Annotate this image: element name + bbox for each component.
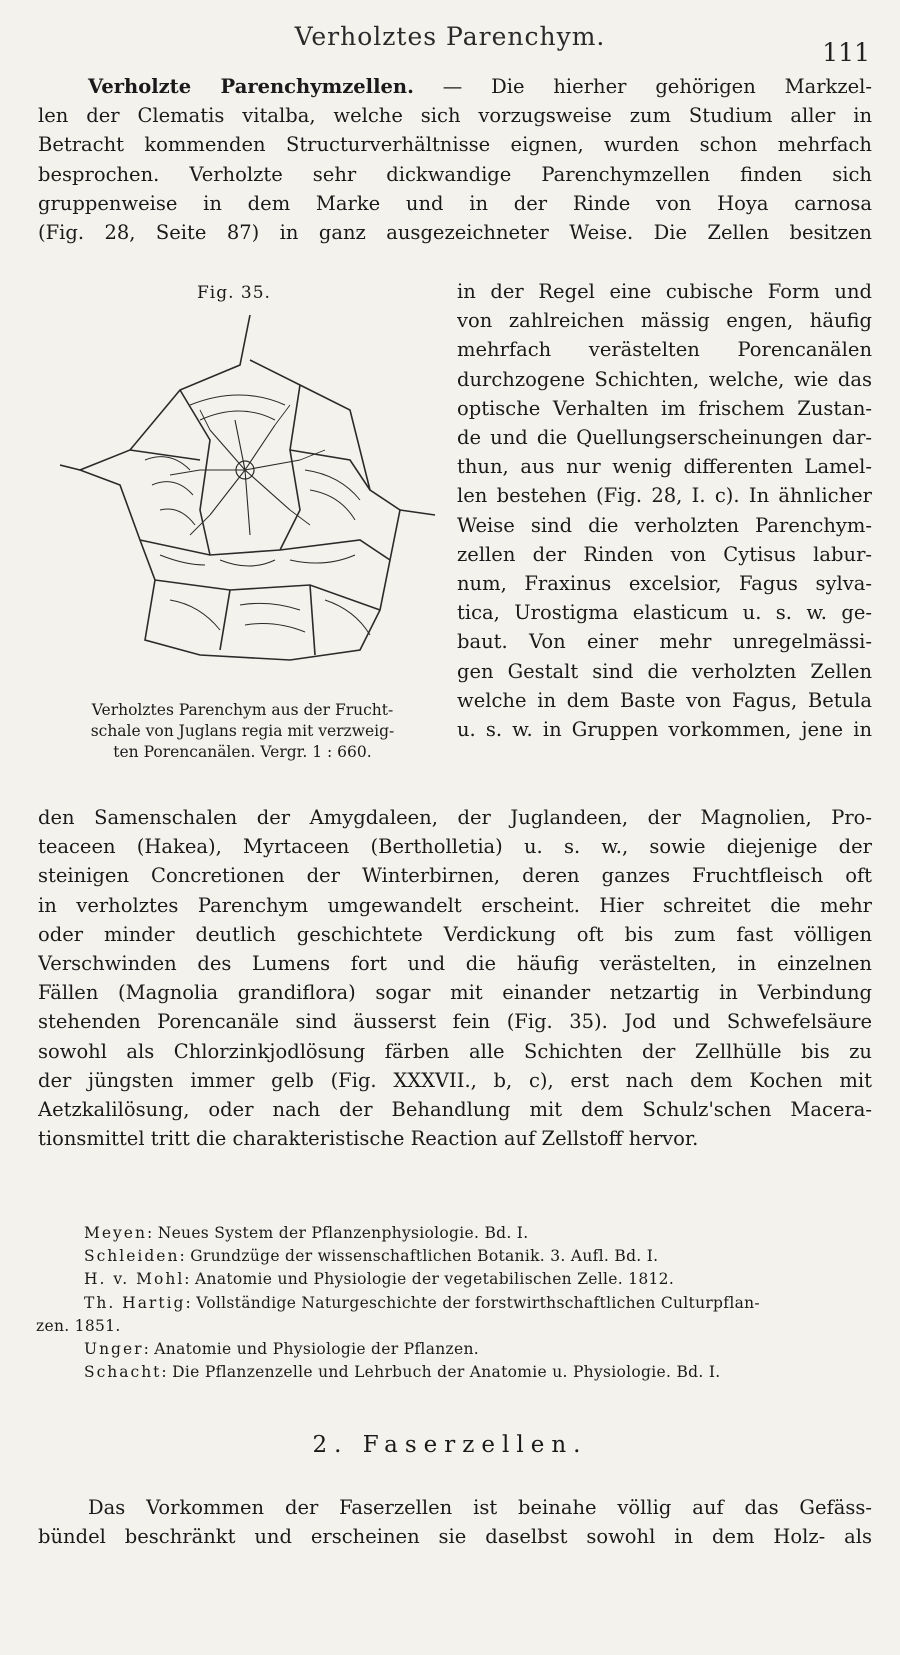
text-line: von zahlreichen mässig engen, häufig bbox=[457, 309, 872, 333]
reference-text: : Neues System der Pflanzenphysiologie. Bd. I. bbox=[146, 1224, 529, 1242]
text-line: tionsmittel tritt die charakteristische Reaction auf Zellstoff hervor. bbox=[38, 1127, 699, 1151]
text-line: tica, Urostigma elasticum u. s. w. ge- bbox=[457, 601, 872, 625]
text-line: Fällen (Magnolia grandiflora) sogar mit einander netzartig in Verbindung bbox=[38, 981, 872, 1005]
reference-author: Unger bbox=[84, 1340, 144, 1359]
text-line: teaceen (Hakea), Myrtaceen (Bertholletia) u. s. w., sowie diejenige der bbox=[38, 835, 872, 859]
text-line: durchzogene Schichten, welche, wie das bbox=[457, 367, 872, 391]
text-line: len der Clematis vitalba, welche sich vorzugsweise zum Studium aller in bbox=[38, 104, 872, 128]
text-line: optische Verhalten im frischem Zustan- bbox=[457, 396, 872, 420]
text-line: Weise sind die verholzten Parenchym- bbox=[457, 513, 872, 537]
text-line: Das Vorkommen der Faserzellen ist beinahe völlig auf das Gefäss- bbox=[88, 1496, 872, 1519]
text-line: num, Fraxinus excelsior, Fagus sylva- bbox=[457, 572, 872, 596]
reference-text: : Anatomie und Physiologie der Pflanzen. bbox=[143, 1340, 479, 1359]
text-line: mehrfach verästelten Porencanälen bbox=[457, 338, 872, 362]
text-line: zellen der Rinden von Cytisus labur- bbox=[457, 542, 872, 566]
paragraph-lead: Verholzte Parenchymzellen. bbox=[88, 75, 414, 98]
section-title: 2. Faserzellen. bbox=[312, 1432, 588, 1458]
text-line: den Samenschalen der Amygdaleen, der Juglandeen, der Magnolien, Pro- bbox=[38, 806, 872, 829]
text-line: bündel beschränkt und erscheinen sie daselbst sowohl in dem Holz- als bbox=[38, 1525, 872, 1549]
text-line: Aetzkalilösung, oder nach der Behandlung mit dem Schulz'schen Macera- bbox=[38, 1098, 872, 1122]
figure-caption bbox=[40, 700, 445, 763]
text-line: stehenden Porencanäle sind äusserst fein (Fig. 35). Jod und Schwefelsäure bbox=[38, 1010, 872, 1034]
reference-entry bbox=[60, 1268, 870, 1291]
reference-author: Schacht bbox=[84, 1363, 162, 1382]
reference-author: H. v. Mohl bbox=[84, 1270, 185, 1289]
reference-author: Schleiden bbox=[84, 1247, 180, 1266]
reference-text: : Grundzüge der wissenschaftlichen Botanik. 3. Aufl. Bd. I. bbox=[179, 1247, 659, 1266]
text-line: (Fig. 28, Seite 87) in ganz ausgezeichneter Weise. Die Zellen besitzen bbox=[38, 221, 872, 245]
reference-entry bbox=[60, 1222, 870, 1245]
text-line: der jüngsten immer gelb (Fig. XXXVII., b, c), erst nach dem Kochen mit bbox=[38, 1068, 872, 1092]
running-head: Verholztes Parenchym. bbox=[294, 22, 606, 51]
reference-list bbox=[36, 1222, 870, 1384]
figure-label: Fig. 35. bbox=[197, 283, 271, 303]
reference-entry bbox=[60, 1361, 870, 1384]
text-line: u. s. w. in Gruppen vorkommen, jene in bbox=[457, 718, 872, 742]
right-column-text bbox=[457, 277, 872, 744]
text-line: steinigen Concretionen der Winterbirnen, deren ganzes Fruchtfleisch oft bbox=[38, 864, 872, 888]
text-line: Betracht kommenden Structurverhältnisse eignen, wurden schon mehrfach bbox=[38, 133, 872, 157]
reference-text: : Die Pflanzenzelle und Lehrbuch der Anatomie u. Physiologie. Bd. I. bbox=[161, 1363, 721, 1382]
reference-text: : Vollständige Naturgeschichte der forstwirthschaftlichen Culturpflan- bbox=[185, 1293, 760, 1312]
text-run: — Die hierher gehörigen Markzel- bbox=[413, 75, 872, 98]
text-line: len bestehen (Fig. 28, I. c). In ähnlicher bbox=[457, 484, 872, 508]
text-line: gruppenweise in dem Marke und in der Rinde von Hoya carnosa bbox=[38, 191, 872, 215]
text-line: thun, aus nur wenig differenten Lamel- bbox=[457, 455, 872, 479]
text-line: baut. Von einer mehr unregelmässi- bbox=[457, 630, 872, 654]
text-line: welche in dem Baste von Fagus, Betula bbox=[457, 688, 872, 712]
text-line: sowohl als Chlorzinkjodlösung färben alle Schichten der Zellhülle bis zu bbox=[38, 1039, 872, 1063]
text-line: Verschwinden des Lumens fort und die häufig verästelten, in einzelnen bbox=[38, 952, 872, 976]
reference-entry bbox=[60, 1338, 870, 1361]
reference-entry-continuation bbox=[36, 1315, 870, 1338]
text-line: in verholztes Parenchym umgewandelt erscheint. Hier schreitet die mehr bbox=[38, 893, 872, 917]
text-line: gen Gestalt sind die verholzten Zellen bbox=[457, 659, 872, 683]
text-line: besprochen. Verholzte sehr dickwandige Parenchymzellen finden sich bbox=[38, 162, 872, 186]
reference-text: : Anatomie und Physiologie der vegetabilischen Zelle. 1812. bbox=[184, 1270, 675, 1289]
text-line: in der Regel eine cubische Form und bbox=[457, 280, 872, 303]
paragraph-continuation bbox=[38, 803, 872, 1153]
reference-text: zen. 1851. bbox=[36, 1316, 121, 1335]
reference-author: Th. Hartig bbox=[84, 1293, 186, 1312]
text-line: de und die Quellungserscheinungen dar- bbox=[457, 426, 872, 450]
reference-author: Meyen bbox=[84, 1224, 147, 1242]
text-line bbox=[38, 72, 872, 101]
caption-line: schale von Juglans regia mit verzweig- bbox=[90, 722, 395, 740]
paragraph-1 bbox=[38, 72, 872, 247]
caption-line: Verholztes Parenchym aus der Frucht- bbox=[91, 701, 394, 719]
paragraph-faserzellen bbox=[38, 1493, 872, 1551]
reference-entry bbox=[60, 1245, 870, 1268]
caption-line: ten Porencanälen. Vergr. 1 : 660. bbox=[113, 743, 372, 761]
reference-entry bbox=[60, 1292, 870, 1315]
page-number: 111 bbox=[822, 38, 870, 67]
figure-cell-drawing bbox=[60, 310, 440, 700]
text-line: oder minder deutlich geschichtete Verdickung oft bis zum fast völligen bbox=[38, 922, 872, 946]
